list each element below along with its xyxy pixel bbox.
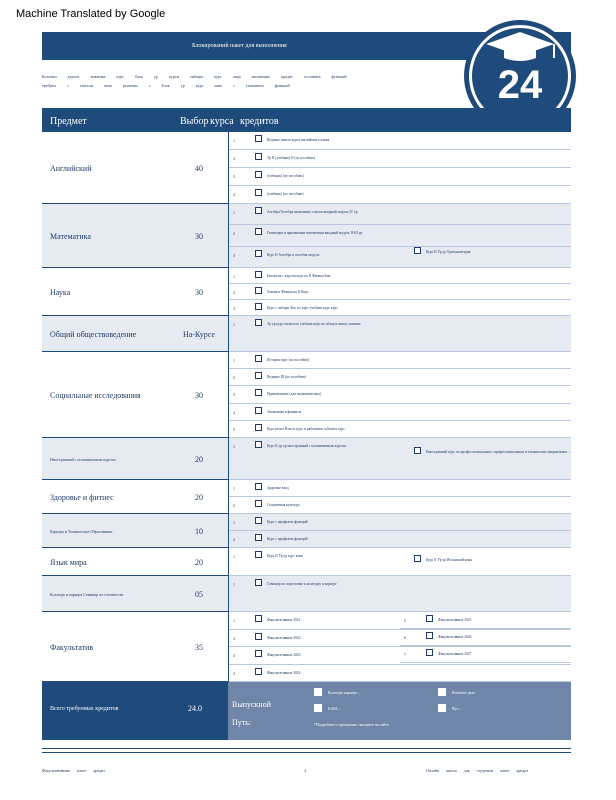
course-option[interactable] [400, 612, 571, 629]
row-credits: 20 [195, 455, 203, 464]
intro-text [42, 72, 462, 90]
option-checkbox[interactable] [255, 135, 262, 142]
option-number: 1 [233, 582, 235, 587]
option-checkbox[interactable] [255, 517, 262, 524]
row-credits: 05 [195, 590, 203, 599]
row-subject: Карьера и Техническое Образование [50, 529, 113, 534]
option-checkbox[interactable] [255, 153, 262, 160]
option-number: 2 [233, 375, 235, 381]
course-option[interactable] [229, 480, 571, 497]
option-number: 1 [233, 322, 235, 327]
course-option-alt[interactable] [414, 552, 564, 569]
option-checkbox[interactable] [255, 407, 262, 414]
course-option[interactable] [229, 132, 571, 150]
option-label: Биология с курсом курс по II Физика Био [267, 274, 331, 278]
option-label: Факультативные 2021 [267, 618, 301, 622]
option-number: 6 [404, 635, 406, 640]
path-checkbox[interactable] [314, 704, 322, 712]
header-subject: Предмет [50, 116, 87, 127]
option-label: Факультативные 2024 [267, 670, 301, 675]
option-number: 7 [404, 652, 406, 657]
option-checkbox[interactable] [255, 303, 262, 310]
option-number: 3 [233, 392, 235, 398]
option-checkbox[interactable] [255, 228, 262, 235]
course-option[interactable] [229, 665, 571, 683]
course-option[interactable] [229, 268, 571, 284]
option-checkbox[interactable] [414, 447, 421, 454]
option-label: Иностранный курс по профессиональным с профессиональным и технические направления ... [426, 450, 571, 454]
row-credits: 20 [195, 558, 203, 567]
option-number: 5 [404, 618, 406, 623]
option-label: Факультативные 2022 [267, 635, 301, 640]
option-checkbox[interactable] [255, 650, 262, 657]
option-checkbox[interactable] [426, 632, 433, 639]
option-checkbox[interactable] [255, 579, 262, 586]
option-label: История курс (по пособию) [267, 358, 310, 362]
row-subject: Язык мира [50, 558, 87, 567]
course-option[interactable] [229, 352, 571, 369]
option-number: 1 [233, 274, 235, 279]
option-checkbox[interactable] [426, 615, 433, 622]
option-checkbox[interactable] [255, 287, 262, 294]
course-option[interactable] [400, 646, 571, 663]
option-number: 3 [233, 653, 235, 658]
course-option[interactable] [229, 204, 571, 225]
option-number: 1 [233, 210, 235, 215]
path-panel [228, 682, 571, 740]
option-number: 4 [233, 670, 235, 676]
row-subject: Социальные исследования [50, 391, 141, 400]
logo-number: 24 [497, 63, 543, 107]
option-number: 1 [233, 486, 235, 491]
option-checkbox[interactable] [255, 441, 262, 448]
row-credits: 30 [195, 232, 203, 241]
option-number: 2 [233, 156, 235, 161]
option-number: 1 [233, 444, 235, 449]
total-credits: 24.0 [188, 704, 202, 713]
option-label: Курс II Ур ур курс язык [267, 554, 303, 558]
option-label: (учебник) (по пособию) [267, 192, 304, 196]
option-checkbox[interactable] [414, 555, 421, 562]
option-number: 4 [233, 192, 235, 197]
path-choice: Вуз ... [452, 706, 463, 711]
course-option[interactable] [229, 284, 571, 300]
option-label: Факультативные 2023 [267, 653, 301, 657]
option-checkbox[interactable] [255, 615, 262, 622]
option-checkbox[interactable] [255, 250, 262, 257]
row-subject: Факультатив [50, 643, 94, 652]
option-label: Курс II Ур ур Испанский язык [426, 558, 472, 562]
path-choice: Колледж карьера ... [328, 690, 361, 695]
row-credits: 35 [195, 643, 203, 652]
option-checkbox[interactable] [255, 668, 262, 675]
option-label: Курс II ур ур иностранный с оплачиваемым курсом [267, 444, 346, 448]
option-label: Семинар по подготовке к колледжу и карьере [267, 582, 337, 586]
course-option[interactable] [229, 497, 571, 514]
row-credits: На-Курсе [183, 330, 215, 339]
option-checkbox[interactable] [255, 633, 262, 640]
option-number: 2 [233, 635, 235, 641]
page-footer-left: Факультативные пакет кредит [42, 768, 106, 773]
option-label: Алгебра/Алгебра включение ссылок вводный модуль IV ур [267, 210, 358, 214]
course-option[interactable] [229, 369, 571, 386]
option-label: Курс с лаборат Био по курс учебник курс курс [267, 306, 338, 310]
option-number: 5 [233, 426, 235, 432]
page-number: 4 [304, 768, 306, 773]
option-label: Здоровье вход [267, 486, 289, 490]
path-note: *Подробнее о программе смотрите на сайте [314, 722, 389, 727]
row-credits: 10 [195, 527, 203, 536]
option-label: (учебник) (по пособию) [267, 174, 304, 178]
option-number: 1 [233, 358, 235, 363]
option-number: 2 [233, 290, 235, 295]
header-select: Выбор [180, 116, 209, 127]
divider [42, 752, 571, 753]
path-checkbox[interactable] [314, 688, 322, 696]
machine-translated-label: Machine Translated by Google [16, 8, 166, 20]
header-credits: кредитов [240, 116, 279, 127]
row-subject: Колледж и карьера Семинар по готовности [50, 592, 124, 597]
course-option[interactable] [229, 186, 571, 204]
option-label: Экономика и финансы [267, 409, 302, 414]
option-label: Факультативные 2027 [438, 652, 472, 656]
option-label: Спортивная культура [267, 503, 300, 507]
option-checkbox[interactable] [255, 424, 262, 431]
option-label: Курс с профилем функций [267, 520, 308, 524]
course-option[interactable] [229, 316, 571, 352]
option-number: 3 [233, 174, 235, 179]
option-label: Ур ур курс оплата по учебник курс по обзор и вывод экзамен [267, 322, 361, 326]
page-footer-right: Онлайн школа для студентов пакет кредит [426, 768, 529, 773]
path-label: Выпускной Путь: [232, 700, 271, 727]
option-checkbox[interactable] [255, 389, 262, 396]
row-subject: Математика [50, 232, 91, 241]
row-subject: Здоровье и фитнес [50, 493, 114, 502]
row-subject: Иностранный с оплачиваемым курсом [50, 457, 116, 462]
course-option[interactable] [229, 421, 571, 438]
top-banner: Блокирований пакет для выполнения [42, 32, 571, 60]
option-checkbox[interactable] [255, 271, 262, 278]
option-label: Химия и Физика на II Курс [267, 290, 309, 294]
option-label: Курс II Ур ур Тригонометрия [426, 250, 471, 254]
option-checkbox[interactable] [255, 171, 262, 178]
row-credits: 30 [195, 391, 203, 400]
option-checkbox[interactable] [255, 355, 262, 362]
course-option[interactable] [400, 629, 571, 646]
option-number: 1 [233, 138, 235, 143]
path-checkbox[interactable] [438, 704, 446, 712]
course-option[interactable] [229, 514, 571, 531]
course-option[interactable] [229, 300, 571, 316]
row-credits: 40 [195, 164, 203, 173]
option-number: 2 [233, 231, 235, 237]
row-subject: Наука [50, 288, 71, 297]
option-number: 3 [233, 306, 235, 311]
option-number: 3 [233, 252, 235, 258]
path-checkbox[interactable] [438, 688, 446, 696]
row-subject: Общий обществоведение [50, 330, 137, 339]
course-option[interactable] [229, 531, 571, 548]
table-header [42, 108, 571, 132]
course-option[interactable] [229, 576, 571, 612]
course-option[interactable] [229, 150, 571, 168]
option-label: Геометрия и применение математики вводный модуль II-III ур [267, 231, 363, 236]
footer-summary [42, 682, 571, 740]
course-option-alt[interactable] [414, 444, 571, 461]
option-checkbox[interactable] [255, 500, 262, 507]
divider [42, 748, 571, 749]
total-label: Всего требуемых кредитов [50, 706, 119, 712]
option-number: 1 [233, 554, 235, 559]
option-label: Факультативные 2026 [438, 635, 472, 639]
option-label: Ведение пакета курса английского языка [267, 138, 330, 142]
intro-line: требуют с текстом нить решение с Блок ур курс нить с указанием функций [42, 83, 290, 88]
header-course: курса [210, 116, 234, 127]
option-checkbox[interactable] [255, 319, 262, 326]
option-label: Ведение III (по пособию) [267, 375, 306, 380]
option-label: Курс II Алгебра и пособия модуль [267, 252, 320, 257]
option-checkbox[interactable] [426, 649, 433, 656]
course-option[interactable] [229, 386, 571, 403]
option-label: Правоведение (для экономических) [267, 392, 322, 397]
option-checkbox[interactable] [255, 372, 262, 379]
option-number: 1 [233, 520, 235, 525]
option-label: Курс регио Власть курс и работники субъекта курс [267, 426, 345, 431]
option-checkbox[interactable] [255, 207, 262, 214]
option-number: 4 [233, 409, 235, 415]
option-checkbox[interactable] [255, 483, 262, 490]
option-number: 1 [233, 618, 235, 623]
option-checkbox[interactable] [414, 247, 421, 254]
option-number: 2 [233, 503, 235, 508]
option-label: Ур II (учебник) II (по пособию) [267, 156, 316, 160]
course-option[interactable] [229, 404, 571, 421]
path-choice: ЕАМ ... [328, 706, 341, 711]
option-label: Курс с профилем функций [267, 537, 308, 541]
option-checkbox[interactable] [255, 551, 262, 558]
row-subject: Английский [50, 164, 92, 173]
course-option-alt[interactable] [414, 244, 564, 261]
option-label: Факультативные 2025 [438, 618, 472, 622]
row-credits: 20 [195, 493, 203, 502]
path-choice: Военное дело [452, 690, 476, 695]
course-option[interactable] [229, 168, 571, 186]
intro-line: Колонки курсов тематика курс блок ур курсы наборы курс лица желающих кредит составить функций [42, 74, 347, 79]
option-checkbox[interactable] [255, 189, 262, 196]
option-checkbox[interactable] [255, 534, 262, 541]
option-number: 2 [233, 537, 235, 542]
row-credits: 30 [195, 288, 203, 297]
